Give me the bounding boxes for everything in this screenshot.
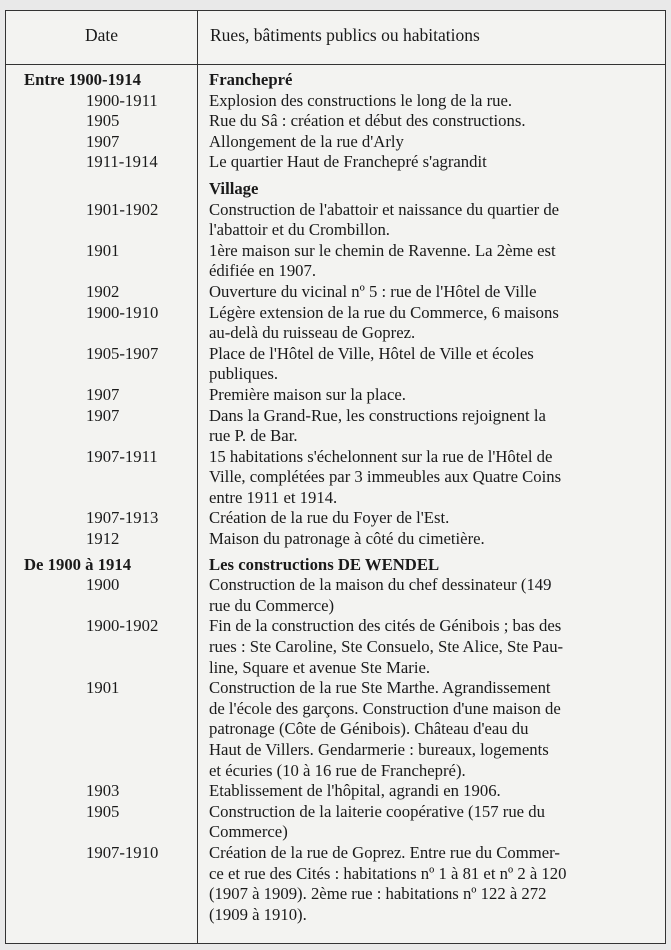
description-line: Commerce): [209, 822, 288, 842]
date-cell: 1905: [86, 801, 120, 821]
date-cell: 1907: [86, 405, 120, 425]
description-line: Explosion des constructions le long de la rue.: [209, 90, 513, 110]
table-row: [6, 447, 665, 509]
table-row: [6, 508, 665, 529]
date-cell: 1907-1910: [86, 842, 159, 862]
description-line: Allongement de la rue d'Arly: [209, 131, 404, 151]
date-cell: 1901: [86, 678, 120, 698]
description-line: Etablissement de l'hôpital, agrandi en 1906.: [209, 781, 501, 801]
description-line: Ville, complétées par 3 immeubles aux Quatre Coins: [209, 467, 562, 487]
description-cell: [209, 241, 657, 282]
description-line: Les constructions DE WENDEL: [209, 554, 440, 574]
table-row: [6, 111, 665, 132]
description-line: édifiée en 1907.: [209, 261, 317, 281]
description-line: et écuries (10 à 16 rue de Franchepré).: [209, 760, 466, 780]
description-line: Création de la rue de Goprez. Entre rue du Commer-: [209, 842, 560, 862]
description-cell: [209, 132, 657, 153]
description-line: 15 habitations s'échelonnent sur la rue de l'Hôtel de: [209, 446, 553, 466]
table-row: [6, 303, 665, 344]
table-row: [6, 385, 665, 406]
description-line: (1909 à 1910).: [209, 904, 307, 924]
table-row: [6, 529, 665, 550]
date-cell: 1900: [86, 575, 120, 595]
period-row: [6, 555, 665, 576]
description-cell: [209, 385, 657, 406]
description-cell: [209, 406, 657, 447]
date-cell: 1903: [86, 781, 120, 801]
description-line: Maison du patronage à côté du cimetière.: [209, 529, 485, 549]
description-line: 1ère maison sur le chemin de Ravenne. La 2ème est: [209, 240, 556, 260]
table-row: [6, 802, 665, 843]
date-column-header: Date: [84, 25, 119, 45]
table-row: [6, 200, 665, 241]
date-cell: 1912: [86, 529, 120, 549]
description-line: line, Square et avenue Ste Marie.: [209, 657, 431, 677]
table-row: [6, 575, 665, 616]
period-row: [6, 70, 665, 91]
description-line: Construction de l'abattoir et naissance du quartier de: [209, 199, 560, 219]
table-body: [6, 70, 665, 925]
description-line: Légère extension de la rue du Commerce, 6 maisons: [209, 302, 559, 322]
description-line: Village: [209, 178, 259, 198]
period-date: Entre 1900-1914: [24, 70, 141, 89]
description-cell: [209, 802, 657, 843]
description-line: Franchepré: [209, 70, 293, 89]
description-line: publiques.: [209, 364, 279, 384]
description-line: Dans la Grand-Rue, les constructions rejoignent la: [209, 405, 546, 425]
description-cell: [209, 200, 657, 241]
section-title: [209, 179, 657, 200]
description-line: ce et rue des Cités : habitations nº 1 à 81 et nº 2 à 120: [209, 863, 567, 883]
section-title: [209, 555, 657, 576]
description-cell: [209, 152, 657, 173]
description-cell: [209, 303, 657, 344]
description-line: entre 1911 et 1914.: [209, 487, 338, 507]
description-cell: [209, 91, 657, 112]
description-cell: [209, 529, 657, 550]
table-row: [6, 843, 665, 925]
table-row: [6, 678, 665, 781]
description-line: rue P. de Bar.: [209, 426, 298, 446]
description-line: au-delà du ruisseau de Goprez.: [209, 323, 416, 343]
table-row: [6, 616, 665, 678]
description-cell: [209, 678, 657, 781]
description-cell: [209, 447, 657, 509]
table-row: [6, 132, 665, 153]
description-line: Construction de la maison du chef dessinateur (149: [209, 575, 552, 595]
description-cell: [209, 111, 657, 132]
description-line: Fin de la construction des cités de Génibois ; bas des: [209, 616, 562, 636]
description-cell: [209, 616, 657, 678]
description-cell: [209, 843, 657, 925]
section-title: [209, 70, 657, 91]
date-cell: 1907: [86, 131, 120, 151]
description-line: Construction de la laiterie coopérative (157 rue du: [209, 801, 545, 821]
description-cell: [209, 781, 657, 802]
description-cell: [209, 575, 657, 616]
description-line: patronage (Côte de Génibois). Château d'eau du: [209, 719, 529, 739]
date-cell: 1900-1911: [86, 90, 158, 110]
description-line: rues : Ste Caroline, Ste Consuelo, Ste Alice, Ste Pau-: [209, 637, 564, 657]
description-line: Place de l'Hôtel de Ville, Hôtel de Ville et écoles: [209, 343, 534, 363]
date-cell: 1905-1907: [86, 343, 159, 363]
date-cell: 1900-1910: [86, 302, 159, 322]
table-row: [6, 91, 665, 112]
date-cell: 1907-1913: [86, 508, 159, 528]
date-cell: 1901-1902: [86, 199, 159, 219]
date-cell: 1902: [86, 281, 120, 301]
description-cell: [209, 344, 657, 385]
description-cell: [209, 282, 657, 303]
table-row: [6, 152, 665, 173]
table-header: [6, 11, 665, 65]
table-row: [6, 406, 665, 447]
date-cell: 1907: [86, 384, 120, 404]
period-date: De 1900 à 1914: [24, 554, 132, 574]
description-line: Le quartier Haut de Franchepré s'agrandit: [209, 152, 487, 172]
description-cell: [209, 508, 657, 529]
description-line: de l'école des garçons. Construction d'une maison de: [209, 698, 561, 718]
description-line: (1907 à 1909). 2ème rue : habitations nº 122 à 272: [209, 884, 547, 904]
date-cell: 1905: [86, 111, 120, 131]
description-line: Création de la rue du Foyer de l'Est.: [209, 508, 450, 528]
table-row: [6, 344, 665, 385]
description-line: rue du Commerce): [209, 595, 335, 615]
section-row: [6, 179, 665, 200]
description-line: Rue du Sâ : création et début des constructions.: [209, 111, 526, 131]
description-line: l'abattoir et du Crombillon.: [209, 220, 390, 240]
table-row: [6, 781, 665, 802]
rues-column-header: Rues, bâtiments publics ou habitations: [210, 25, 480, 45]
date-cell: 1907-1911: [86, 446, 158, 466]
table-row: [6, 241, 665, 282]
chronology-table: [5, 10, 666, 944]
description-line: Ouverture du vicinal nº 5 : rue de l'Hôtel de Ville: [209, 281, 537, 301]
date-cell: 1911-1914: [86, 152, 158, 172]
description-line: Première maison sur la place.: [209, 384, 406, 404]
description-line: Haut de Villers. Gendarmerie : bureaux, logements: [209, 740, 549, 759]
date-cell: 1901: [86, 240, 120, 260]
date-cell: 1900-1902: [86, 616, 159, 636]
description-line: Construction de la rue Ste Marthe. Agrandissement: [209, 678, 551, 698]
table-row: [6, 282, 665, 303]
